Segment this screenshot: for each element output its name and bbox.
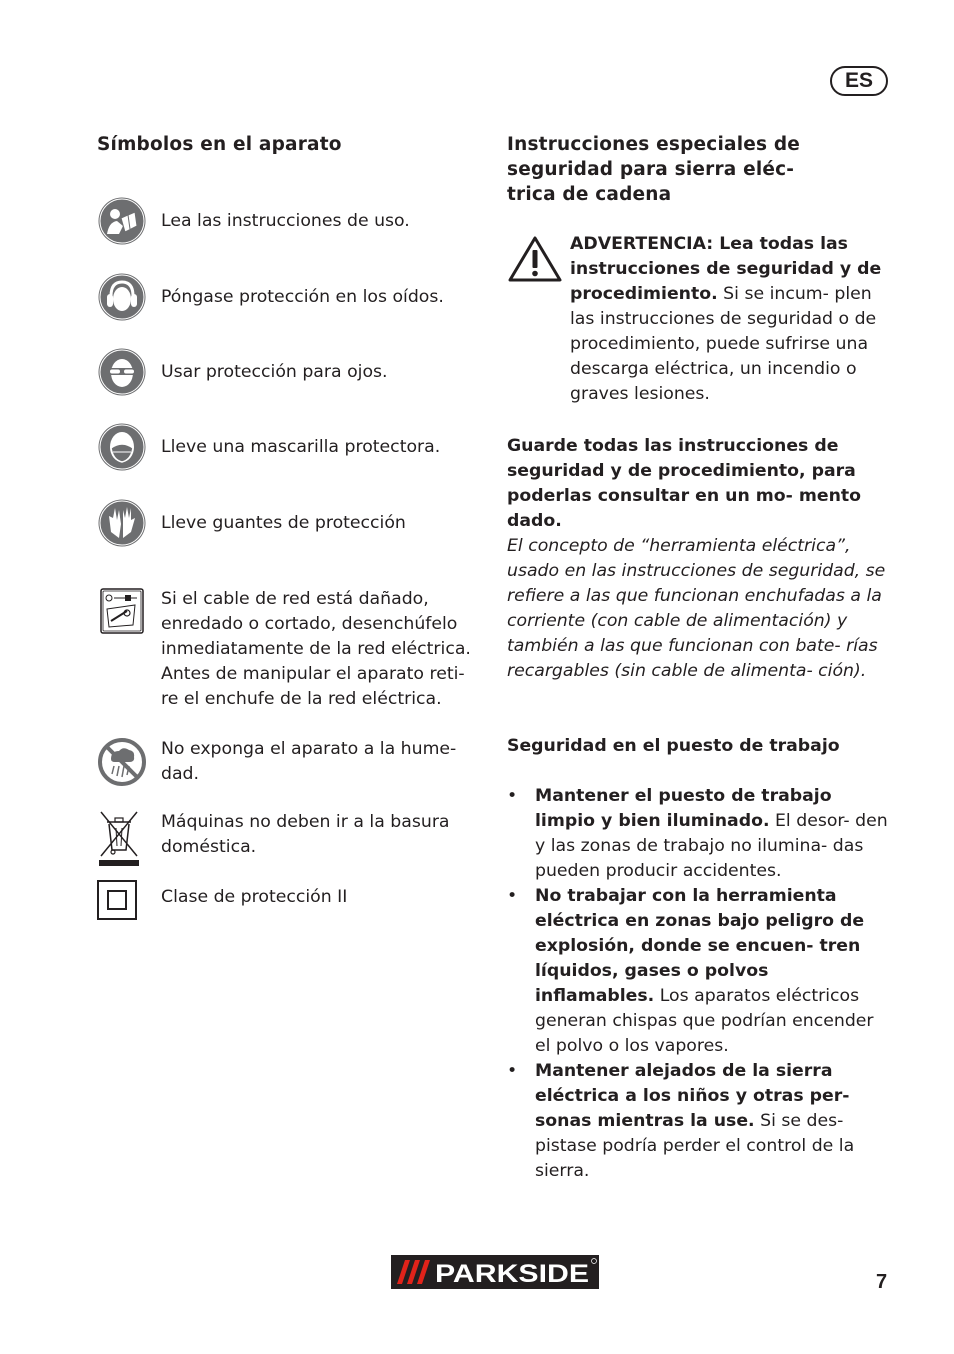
warning-text <box>570 232 892 407</box>
title-line: seguridad para sierra eléc- <box>507 159 795 180</box>
bullet-text: El desor- den y las zonas de trabajo no ilumina- das pueden producir accidentes. <box>535 811 888 881</box>
dust-mask-icon <box>97 422 147 472</box>
list-item <box>507 784 891 884</box>
symbol-text: Lea las instrucciones de uso. <box>161 211 410 231</box>
ear-protection-icon <box>97 272 147 322</box>
read-manual-icon <box>97 196 147 246</box>
symbol-text: Si el cable de red está dañado, enredado o cortado, desenchúfelo inmediatamente de la red eléctrica. Antes de manipular el aparato reti- re el enchufe de la red eléctrica. <box>161 589 471 709</box>
bullet-dot: • <box>507 886 518 906</box>
symbol-text: Póngase protección en los oídos. <box>161 287 444 307</box>
bullet-bold: No trabajar con la herramienta eléctrica en zonas bajo peligro de explosión, donde se encuen- tren líquidos, gases o polvos inflamables. <box>535 886 865 1006</box>
page-number: 7 <box>876 1271 888 1293</box>
bullet-text: Si se des- pistase podría perder el control de la sierra. <box>535 1111 855 1181</box>
bullet-bold: Mantener el puesto de trabajo limpio y bien iluminado. <box>535 786 832 831</box>
title-line: Instrucciones especiales de <box>507 134 801 155</box>
bullet-dot: • <box>507 1061 518 1081</box>
parkside-logo <box>391 1255 599 1289</box>
keep-instructions-block <box>507 434 891 684</box>
no-rain-icon <box>97 737 147 787</box>
bullet-bold: Mantener alejados de la sierra eléctrica a los niños y otras per- sonas mientras la use. <box>535 1061 850 1131</box>
warning-bold: ADVERTENCIA: Lea todas las instrucciones de seguridad y de procedimiento. <box>570 234 882 304</box>
language-badge: ES <box>830 66 888 96</box>
bullet-list <box>507 784 891 1184</box>
keep-italic: El concepto de “herramienta eléctrica”, usado en las instrucciones de seguridad, se refiere a las que funcionan enchufadas a la corriente (con cable de alimentación) y también a las que funcionan con bate- rías recargables (sin cable de alimenta- ción). <box>507 536 886 681</box>
symbol-text: Máquinas no deben ir a la basura doméstica. <box>161 812 450 857</box>
keep-bold: Guarde todas las instrucciones de seguridad y de procedimiento, para poderlas consultar en un mo- mento dado. <box>507 436 862 531</box>
title-line: trica de cadena <box>507 184 672 205</box>
brand-text: PARKSIDE <box>435 1260 589 1288</box>
symbol-text: Lleve una mascarilla protectora. <box>161 437 441 457</box>
warning-triangle-icon <box>507 235 563 283</box>
instructions-section <box>507 132 891 1181</box>
protection-class-ii-icon <box>97 880 137 920</box>
symbol-text: No exponga el aparato a la hume- dad. <box>161 739 457 784</box>
weee-bin-icon <box>97 810 141 866</box>
gloves-icon <box>97 498 147 548</box>
bullet-text: Los aparatos eléctricos generan chispas que podrían encender el polvo o los vapores. <box>535 986 874 1056</box>
list-item <box>507 1059 891 1184</box>
eye-protection-icon <box>97 347 147 397</box>
symbol-text: Clase de protección II <box>161 887 348 907</box>
symbol-text: Usar protección para ojos. <box>161 362 388 382</box>
instructions-title <box>507 132 891 207</box>
list-item <box>507 884 891 1059</box>
warning-body: Si se incum- plen las instrucciones de seguridad o de procedimiento, puede sufrirse una descarga eléctrica, un incendio o graves lesiones. <box>570 284 877 404</box>
symbols-title: Símbolos en el aparato <box>97 134 342 155</box>
symbol-text: Lleve guantes de protección <box>161 513 406 533</box>
bullet-dot: • <box>507 786 518 806</box>
unplug-cable-icon <box>97 587 147 637</box>
workplace-title: Seguridad en el puesto de trabajo <box>507 736 840 756</box>
